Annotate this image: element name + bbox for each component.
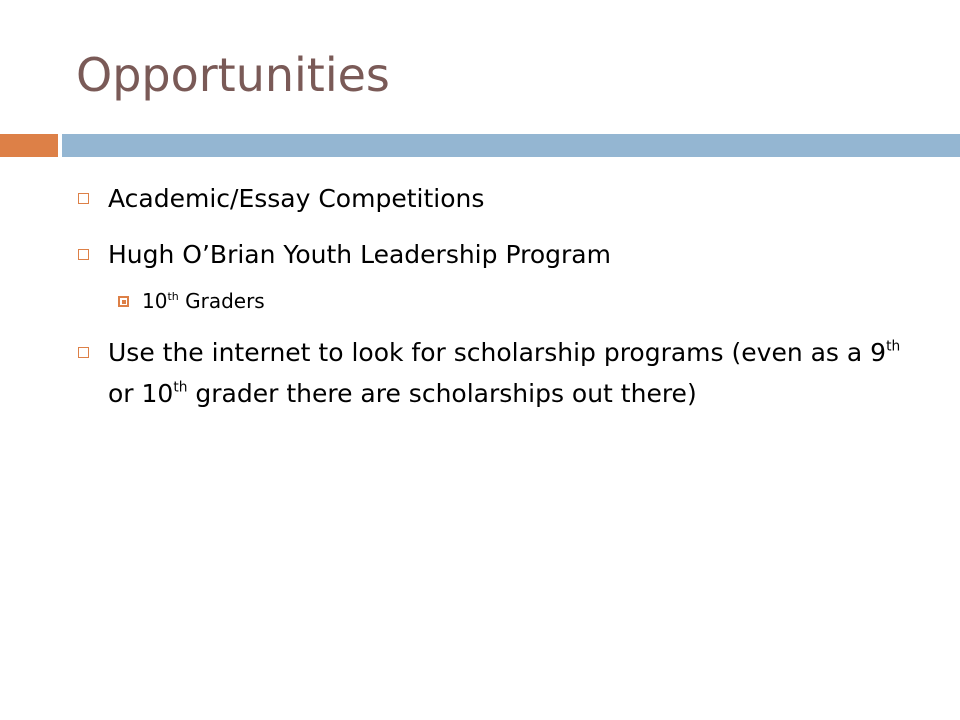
bullet-text: Use the internet to look for scholarship programs (even as a 9 [108, 338, 887, 367]
sub-bullet-item [74, 284, 904, 318]
superscript: th [167, 289, 179, 303]
bullet-text: Academic/Essay Competitions [108, 184, 485, 213]
bullet-text: grader there are scholarships out there) [187, 379, 697, 408]
filled-square-bullet-icon [118, 296, 129, 307]
bullet-item [74, 178, 904, 219]
square-bullet-icon [78, 193, 89, 204]
square-bullet-icon [78, 249, 89, 260]
bullet-item [74, 234, 904, 275]
square-bullet-icon [78, 347, 89, 358]
sub-bullet-text: Graders [178, 289, 265, 313]
sub-bullet-number: 10 [142, 289, 168, 313]
bullet-text: or 10 [108, 379, 174, 408]
bullet-text: Hugh O’Brian Youth Leadership Program [108, 240, 611, 269]
title-rule-accent [0, 134, 58, 157]
bullet-item [74, 332, 904, 414]
superscript: th [886, 338, 901, 355]
slide-content [74, 178, 904, 429]
title-rule-bar [62, 134, 960, 157]
superscript: th [173, 379, 188, 396]
slide-title: Opportunities [76, 48, 390, 102]
